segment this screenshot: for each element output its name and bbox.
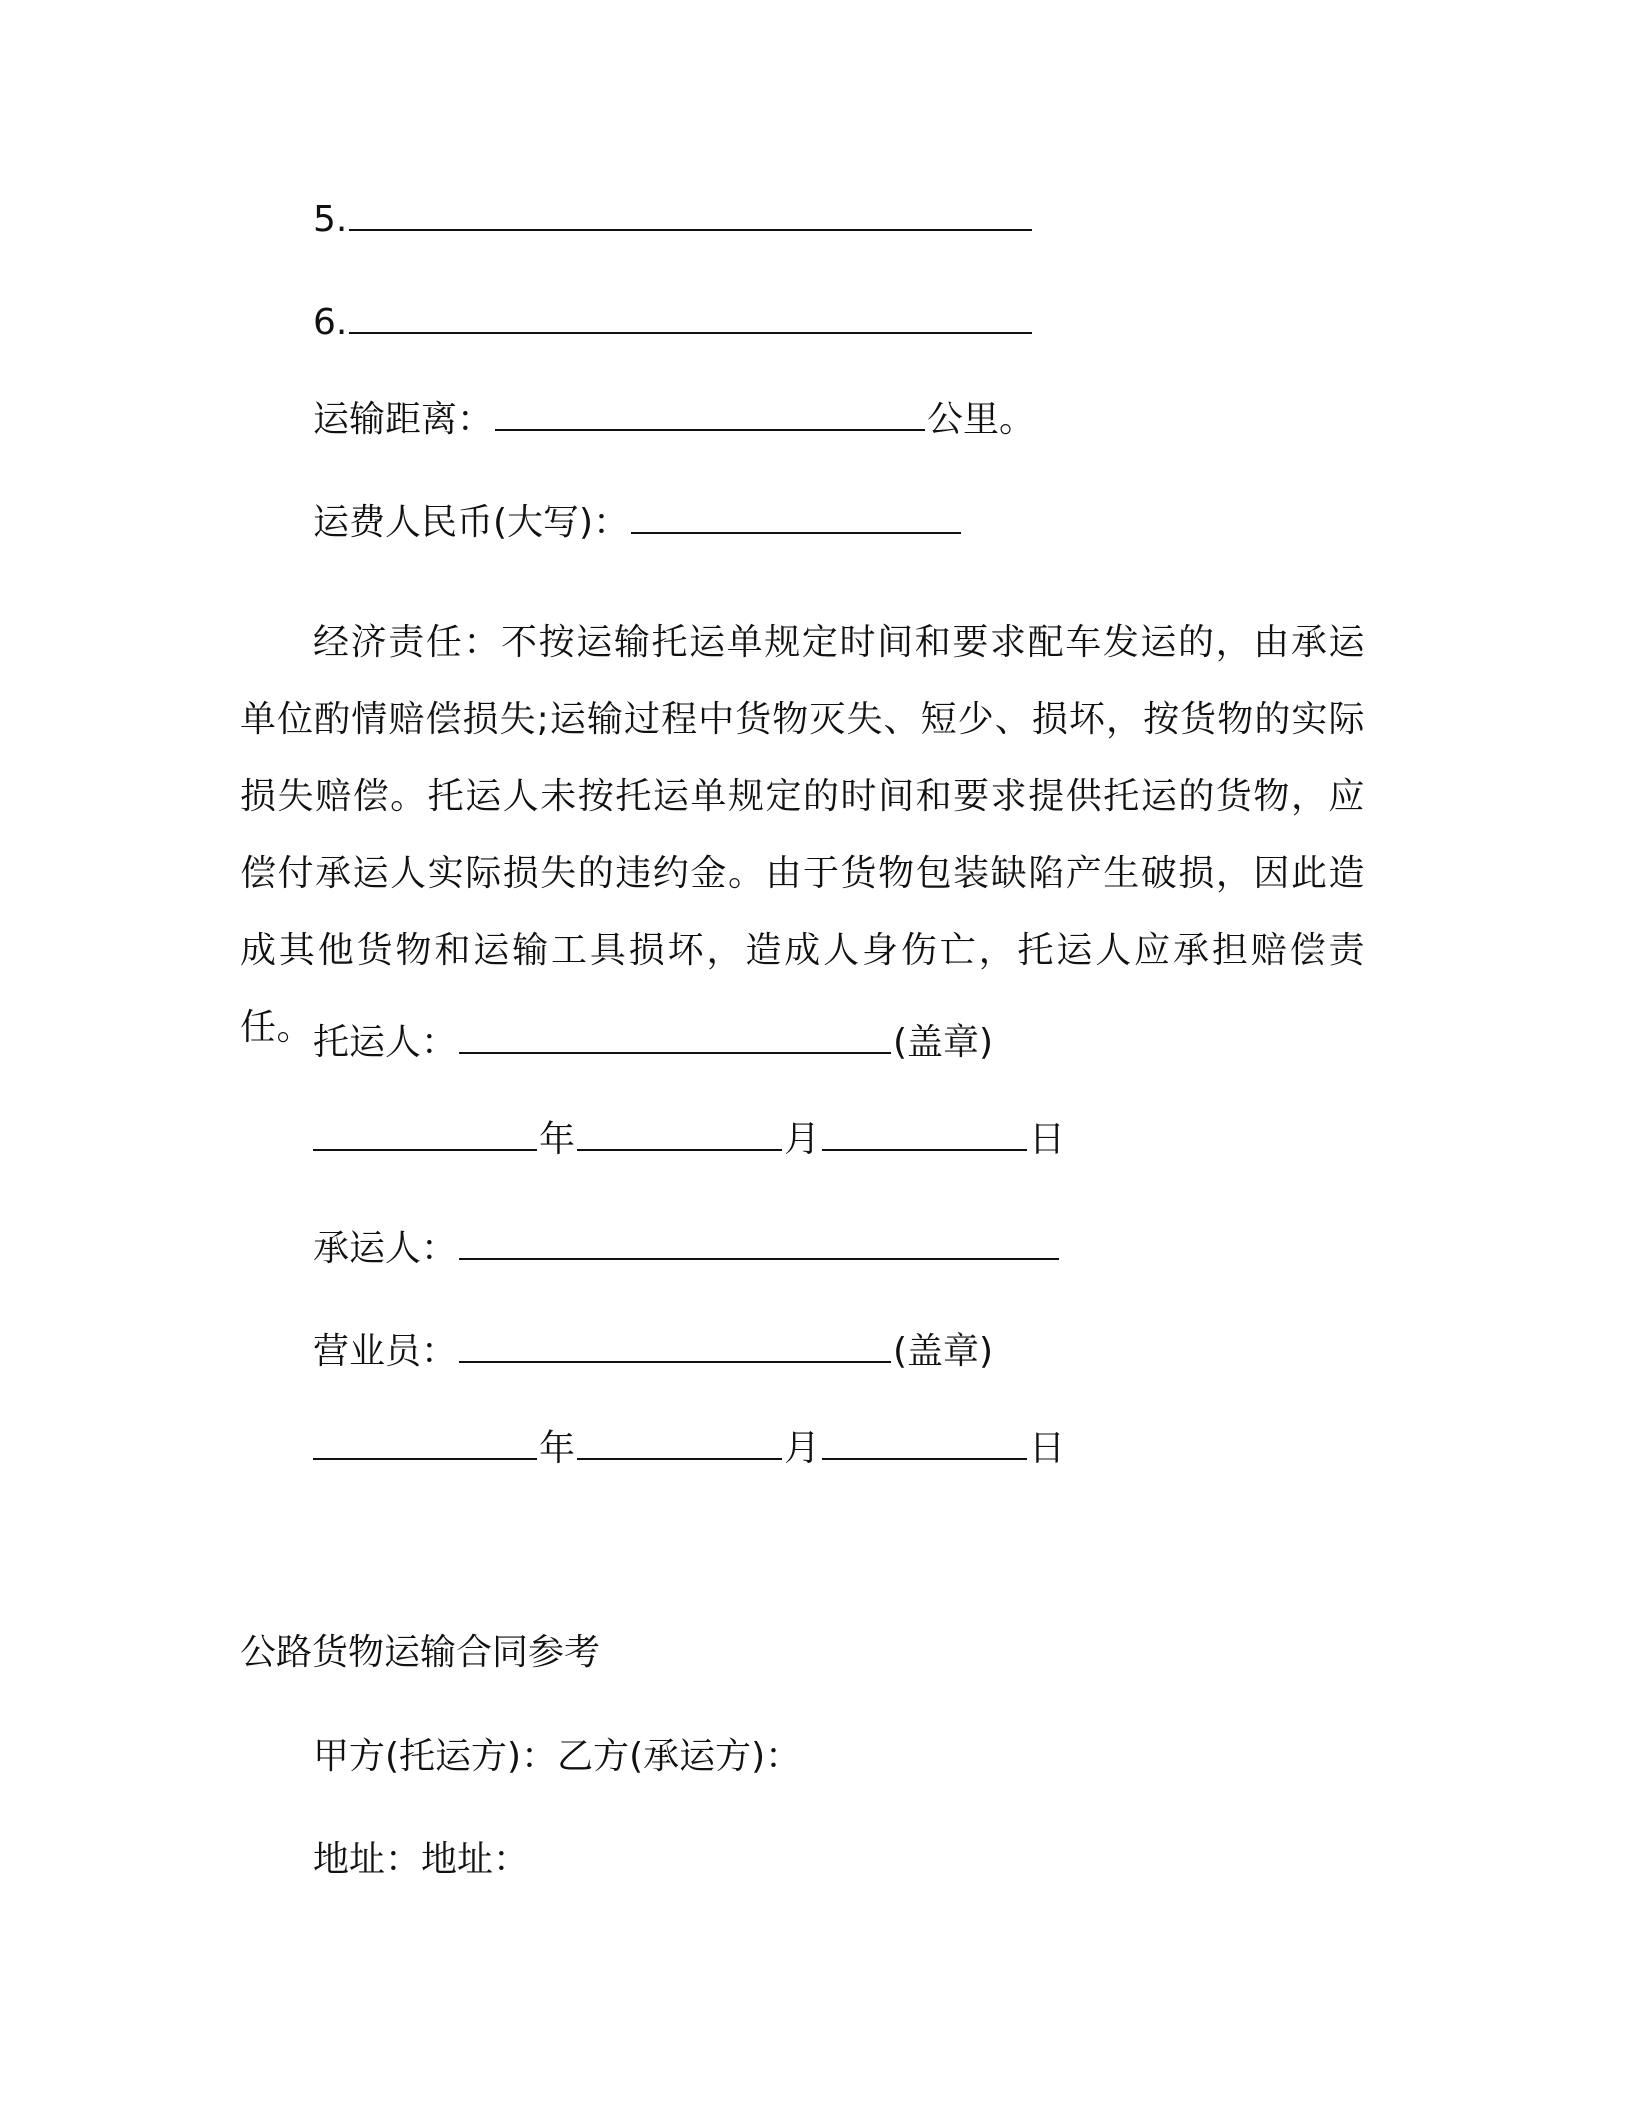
blank-field[interactable] bbox=[349, 199, 1032, 231]
date-line-2 bbox=[313, 1427, 1065, 1471]
clerk-line bbox=[313, 1330, 993, 1374]
seal-label: (盖章) bbox=[893, 1331, 994, 1372]
distance-blank[interactable] bbox=[495, 399, 925, 431]
address-line: 地址：地址： bbox=[313, 1839, 530, 1880]
carrier-line bbox=[313, 1227, 1061, 1271]
fee-label: 运费人民币(大写)： bbox=[313, 502, 630, 543]
item-5-line bbox=[313, 198, 1034, 242]
day-blank[interactable] bbox=[822, 1119, 1027, 1151]
seal-label: (盖章) bbox=[893, 1022, 994, 1063]
item-number: 6. bbox=[313, 302, 348, 343]
clerk-label: 营业员： bbox=[313, 1331, 458, 1372]
shipper-blank[interactable] bbox=[459, 1022, 891, 1054]
date-line-1 bbox=[313, 1118, 1065, 1162]
distance-label: 运输距离： bbox=[313, 399, 494, 440]
liability-paragraph: 经济责任：不按运输托运单规定时间和要求配车发运的，由承运单位酌情赔偿损失;运输过程中货物灭失、短少、损坏，按货物的实际损失赔偿。托运人未按托运单规定的时间和要求提供托运的货物，应偿付承运人实际损失的违约金。由于货物包装缺陷产生破损，因此造成其他货物和运输工具损坏，造成人身伤亡，托运人应承担赔偿责任。 bbox=[240, 622, 1365, 1048]
shipper-label: 托运人： bbox=[313, 1022, 458, 1063]
clerk-blank[interactable] bbox=[459, 1331, 891, 1363]
distance-unit: 公里。 bbox=[927, 399, 1036, 440]
item-6-line bbox=[313, 301, 1034, 345]
year-label: 年 bbox=[539, 1428, 576, 1469]
day-blank[interactable] bbox=[822, 1428, 1027, 1460]
month-blank[interactable] bbox=[577, 1119, 782, 1151]
year-label: 年 bbox=[539, 1119, 576, 1160]
year-blank[interactable] bbox=[313, 1428, 537, 1460]
item-number: 5. bbox=[313, 199, 348, 240]
day-label: 日 bbox=[1029, 1428, 1066, 1469]
distance-line bbox=[313, 398, 1035, 442]
month-label: 月 bbox=[784, 1119, 821, 1160]
fee-blank[interactable] bbox=[631, 502, 961, 534]
fee-line bbox=[313, 501, 963, 545]
month-label: 月 bbox=[784, 1428, 821, 1469]
parties-line: 甲方(托运方)：乙方(承运方)： bbox=[313, 1736, 802, 1777]
day-label: 日 bbox=[1029, 1119, 1066, 1160]
section-title: 公路货物运输合同参考 bbox=[240, 1632, 601, 1673]
blank-field[interactable] bbox=[349, 302, 1032, 334]
carrier-label: 承运人： bbox=[313, 1228, 458, 1269]
year-blank[interactable] bbox=[313, 1119, 537, 1151]
shipper-line bbox=[313, 1021, 993, 1065]
carrier-blank[interactable] bbox=[459, 1228, 1059, 1260]
month-blank[interactable] bbox=[577, 1428, 782, 1460]
